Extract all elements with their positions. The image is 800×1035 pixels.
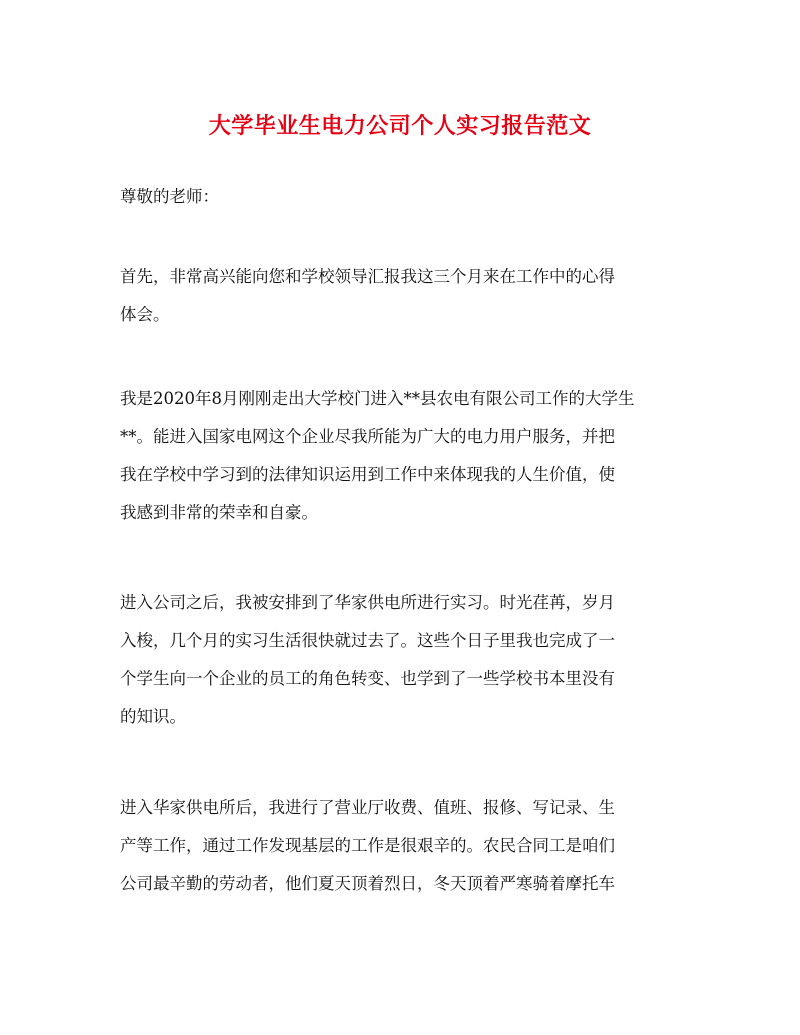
paragraph-line: 的知识。 (120, 707, 186, 726)
paragraph-line: 我感到非常的荣幸和自豪。 (120, 503, 318, 522)
paragraph-line: 进入华家供电所后，我进行了营业厅收费、值班、报修、写记录、生 (120, 798, 615, 817)
salutation: 尊敬的老师： (120, 187, 219, 206)
document-title: 大学毕业生电力公司个人实习报告范文 (208, 113, 592, 139)
paragraph-line: **。能进入国家电网这个企业尽我所能为广大的电力用户服务，并把 (120, 427, 615, 446)
paragraph-1 (120, 258, 685, 334)
paragraph-line: 入梭，几个月的实习生活很快就过去了。这些个日子里我也完成了一 (120, 631, 615, 650)
paragraph-3 (120, 584, 685, 736)
paragraph-line: 产等工作，通过工作发现基层的工作是很艰辛的。农民合同工是咱们 (120, 836, 615, 855)
paragraph-line: 我在学校中学习到的法律知识运用到工作中来体现我的人生价值，使 (120, 465, 615, 484)
paragraph-line: 我是2020年8月刚刚走出大学校门进入**县农电有限公司工作的大学生 (120, 389, 635, 408)
paragraph-line: 公司最辛勤的劳动者，他们夏天顶着烈日，冬天顶着严寒骑着摩托车 (120, 874, 615, 893)
paragraph-2 (120, 380, 685, 532)
paragraph-line: 进入公司之后，我被安排到了华家供电所进行实习。时光荏苒，岁月 (120, 593, 615, 612)
paragraph-line: 个学生向一个企业的员工的角色转变、也学到了一些学校书本里没有 (120, 669, 615, 688)
paragraph-line: 体会。 (120, 305, 170, 324)
paragraph-line: 首先，非常高兴能向您和学校领导汇报我这三个月来在工作中的心得 (120, 267, 615, 286)
paragraph-4 (120, 789, 685, 903)
